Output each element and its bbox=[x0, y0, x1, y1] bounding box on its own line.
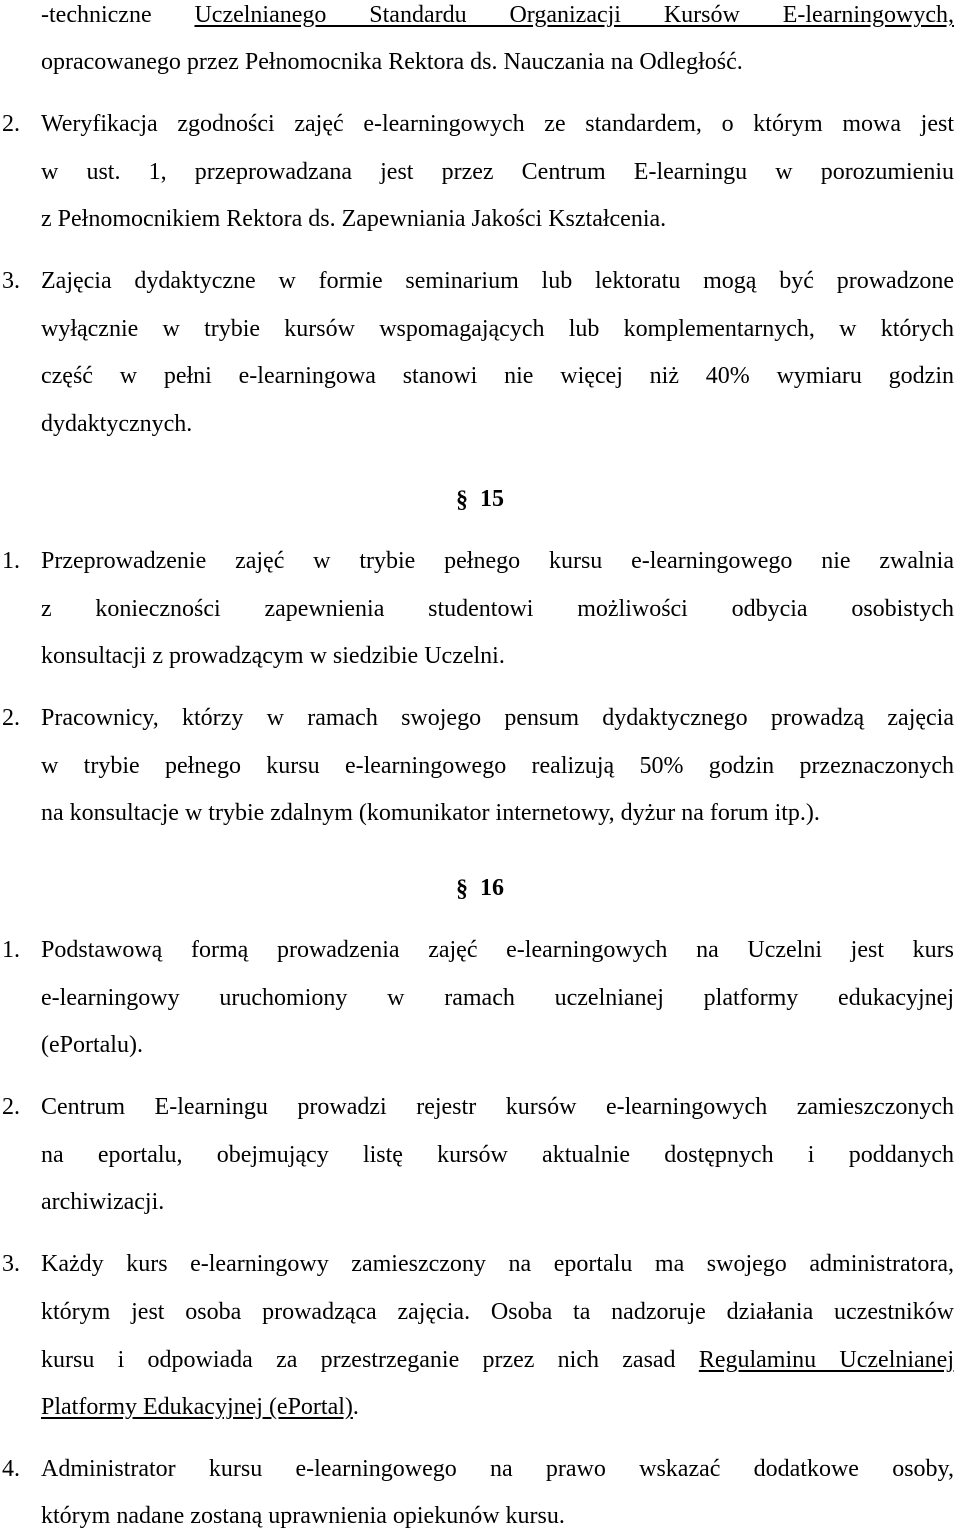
paragraph-line: w ust. 1, przeprowadzana jest przez Centrum E-learningu w porozumieniu bbox=[41, 159, 954, 185]
section-sign: § bbox=[456, 487, 468, 513]
paragraph-line: Pracownicy, którzy w ramach swojego pensum dydaktycznego prowadzą zajęcia bbox=[41, 705, 954, 731]
regulation-link[interactable]: Regulaminu Uczelnianej bbox=[698, 1347, 955, 1373]
paragraph-line: którym jest osoba prowadząca zajęcia. Osoba ta nadzoruje działania uczestników bbox=[41, 1299, 954, 1325]
paragraph-line: dydaktycznych. bbox=[41, 411, 193, 437]
paragraph-line: Administrator kursu e-learningowego na prawo wskazać dodatkowe osoby, bbox=[41, 1456, 954, 1482]
paragraph-line: Zajęcia dydaktyczne w formie seminarium lub lektoratu mogą być prowadzone bbox=[41, 268, 954, 294]
section-heading bbox=[0, 873, 960, 903]
standard-link[interactable]: Uczelnianego Standardu Organizacji Kursów E-learningowych, bbox=[194, 2, 954, 28]
paragraph-line bbox=[41, 1392, 359, 1422]
section-number: 15 bbox=[480, 486, 504, 512]
paragraph-line: Podstawową formą prowadzenia zajęć e-learningowych na Uczelni jest kurs bbox=[41, 937, 954, 963]
item-number: 2. bbox=[2, 111, 20, 137]
paragraph-line: (ePortalu). bbox=[41, 1032, 143, 1058]
regulation-link-continued[interactable]: Platformy Edukacyjnej (ePortal) bbox=[41, 1394, 353, 1420]
paragraph-line: z Pełnomocnikiem Rektora ds. Zapewniania Jakości Kształcenia. bbox=[41, 206, 667, 232]
item-number: 3. bbox=[2, 1251, 20, 1277]
paragraph-line: Każdy kurs e-learningowy zamieszczony na eportalu ma swojego administratora, bbox=[41, 1251, 954, 1277]
paragraph-line: Weryfikacja zgodności zajęć e-learningowych ze standardem, o którym mowa jest bbox=[41, 111, 954, 137]
paragraph-line: w trybie pełnego kursu e-learningowego realizują 50% godzin przeznaczonych bbox=[41, 753, 954, 779]
section-number: 16 bbox=[480, 875, 504, 901]
paragraph-line: na konsultacje w trybie zdalnym (komunikator internetowy, dyżur na forum itp.). bbox=[41, 800, 820, 826]
item-number: 4. bbox=[2, 1456, 20, 1482]
item-number: 2. bbox=[2, 1094, 20, 1120]
paragraph-line: z konieczności zapewnienia studentowi możliwości odbycia osobistych bbox=[41, 596, 954, 622]
text-fragment: kursu i odpowiada za przestrzeganie przez nich zasad bbox=[41, 1347, 699, 1373]
paragraph-line bbox=[41, 0, 954, 30]
paragraph-line: którym nadane zostaną uprawnienia opiekunów kursu. bbox=[41, 1503, 565, 1529]
paragraph-line: konsultacji z prowadzącym w siedzibie Uczelni. bbox=[41, 643, 505, 669]
paragraph-line: na eportalu, obejmujący listę kursów aktualnie dostępnych i poddanych bbox=[41, 1142, 954, 1168]
paragraph-line: część w pełni e-learningowa stanowi nie więcej niż 40% wymiaru godzin bbox=[41, 363, 954, 389]
item-number: 1. bbox=[2, 548, 20, 574]
paragraph-line: Centrum E-learningu prowadzi rejestr kursów e-learningowych zamieszczonych bbox=[41, 1094, 954, 1120]
section-heading bbox=[0, 484, 960, 514]
item-number: 2. bbox=[2, 705, 20, 731]
paragraph-line: e-learningowy uruchomiony w ramach uczelnianej platformy edukacyjnej bbox=[41, 985, 954, 1011]
paragraph-line: Przeprowadzenie zajęć w trybie pełnego kursu e-learningowego nie zwalnia bbox=[41, 548, 954, 574]
section-sign: § bbox=[456, 876, 468, 902]
paragraph-line: wyłącznie w trybie kursów wspomagających lub komplementarnych, w których bbox=[41, 316, 954, 342]
text-fragment: -techniczne bbox=[41, 2, 195, 28]
item-number: 3. bbox=[2, 268, 20, 294]
paragraph-line: opracowanego przez Pełnomocnika Rektora ds. Nauczania na Odległość. bbox=[41, 49, 743, 75]
paragraph-line bbox=[41, 1345, 954, 1375]
paragraph-line: archiwizacji. bbox=[41, 1189, 165, 1215]
text-fragment: . bbox=[352, 1394, 359, 1420]
item-number: 1. bbox=[2, 937, 20, 963]
